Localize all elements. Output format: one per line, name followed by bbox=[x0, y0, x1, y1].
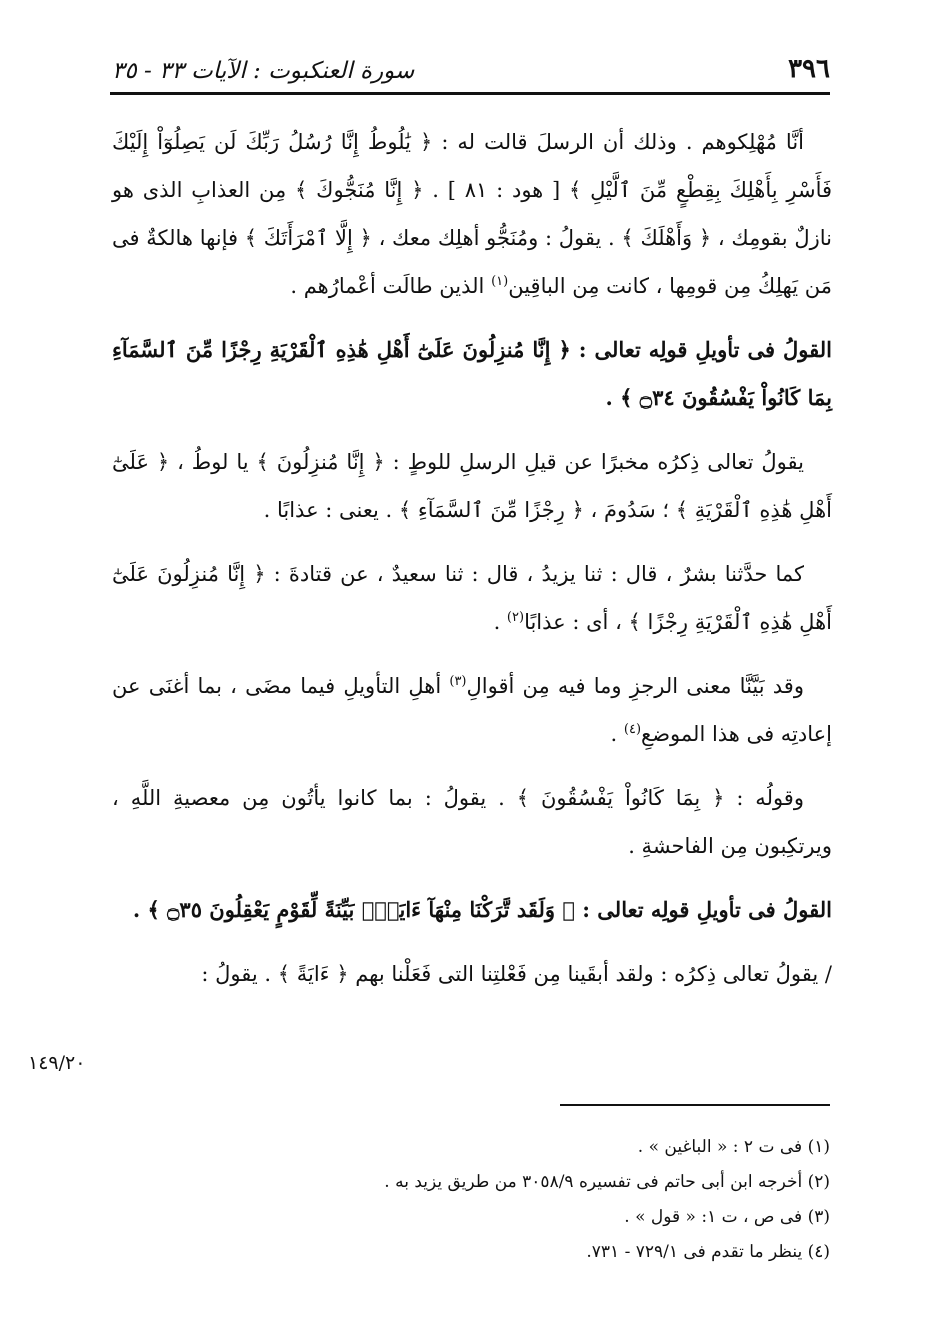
running-title: سورة العنكبوت : الآيات ٣٣ - ٣٥ bbox=[112, 58, 415, 84]
paragraph-2 bbox=[112, 326, 832, 422]
footnote-3: (٣) فى ص ، ت ١: « قول » . bbox=[624, 1207, 830, 1227]
paragraph-text: / يقولُ تعالى ذِكرُه : ولقد أبقَينا مِن فَعْلتِنا التى فَعَلْنا بهم ﴿ ءَايَةً ﴾ . يقولُ : bbox=[201, 962, 832, 986]
paragraph-text: كما حدَّثنا بشرٌ ، قال : ثنا يزيدُ ، قال : ثنا سعيدٌ ، عن قتادةَ : ﴿ إِنَّا مُنزِلُونَ عَلَىٰٓ أَهْلِ هَٰذِهِ ٱلْقَرْيَةِ رِجْزًا ﴾ ، أى : عذابًا bbox=[112, 562, 832, 634]
paragraph-7 bbox=[112, 886, 832, 934]
paragraph-8 bbox=[112, 950, 832, 998]
paragraph-1 bbox=[112, 118, 832, 310]
margin-reference: ١٤٩/٢٠ bbox=[28, 1052, 86, 1074]
paragraph-text: وقد بَيَّنَّا معنى الرجزِ وما فيه مِن أقوالِ bbox=[466, 674, 804, 698]
header-rule bbox=[110, 92, 830, 95]
paragraph-text: . bbox=[493, 610, 507, 634]
section-heading: القولُ فى تأويلِ قولِه تعالى : bbox=[574, 897, 832, 922]
quran-verse: ﴿ وَلَقَد تَّرَكْنَا مِنْهَآ ءَايَةًۢ بَيِّنَةً لِّقَوْمٍ يَعْقِلُونَ ۝٣٥ ﴾ . bbox=[132, 897, 575, 922]
paragraph-text: أنَّا مُهْلِكوهم . وذلك أن الرسلَ قالت له : ﴿ يَٰلُوطُ إِنَّا رُسُلُ رَبِّكَ لَن يَصِلُوٓاْ إِلَيْكَ فَأَسْرِ بِأَهْلِكَ بِقِطْعٍ مِّنَ ٱلَّيْلِ ﴾ [ هود : ٨١ ] . ﴿ إِنَّا مُنَجُّوكَ ﴾ مِن العذابِ الذى هو نازلٌ بقومِك ، ﴿ وَأَهْلَكَ ﴾ . يقولُ : ومُنَجُّو أهلِك معك ، ﴿ إِلَّا ٱمْرَأَتَكَ ﴾ فإنها هالكةٌ فى مَن يَهلِكُ مِن قومِها ، كانت مِن الباقِين bbox=[112, 130, 833, 298]
section-heading: القولُ فى تأويلِ قولِه تعالى : bbox=[570, 337, 832, 362]
paragraph-text: الذين طالَت أعْمارُهم . bbox=[290, 274, 492, 298]
footnote-marker: (٤) bbox=[623, 722, 642, 737]
paragraph-text: أهلِ التأويلِ فيما مضَى ، بما أغنَى عن إعادتِه فى هذا الموضعِ bbox=[112, 674, 832, 746]
footnotes bbox=[112, 1130, 830, 1270]
paragraph-text: . bbox=[610, 722, 624, 746]
quran-verse: ﴿ إِنَّا مُنزِلُونَ عَلَىٰٓ أَهْلِ هَٰذِهِ ٱلْقَرْيَةِ رِجْزًا مِّنَ ٱلسَّمَآءِ بِمَا كَانُواْ يَفْسُقُونَ ۝٣٤ ﴾ . bbox=[112, 337, 832, 410]
page-number: ٣٩٦ bbox=[788, 54, 830, 84]
footnote-2: (٢) أخرجه ابن أبى حاتم فى تفسيره ٣٠٥٨/٩ من طريق يزيد به . bbox=[384, 1172, 830, 1192]
paragraph-text: وقولُه : ﴿ بِمَا كَانُواْ يَفْسُقُونَ ﴾ . يقولُ : بما كانوا يأتُون مِن معصيةِ اللَّهِ ، ويرتكِبون مِن الفاحشةِ . bbox=[112, 786, 832, 858]
footnote-1: (١) فى ت ٢ : « الباغين » . bbox=[637, 1137, 830, 1157]
footnote-4: (٤) ينظر ما تقدم فى ٧٢٩/١ - ٧٣١. bbox=[586, 1242, 830, 1262]
main-text bbox=[112, 118, 832, 1014]
paragraph-5 bbox=[112, 662, 832, 758]
footnote-rule bbox=[560, 1104, 830, 1106]
paragraph-4 bbox=[112, 550, 832, 646]
page-header bbox=[112, 36, 830, 84]
paragraph-3 bbox=[112, 438, 832, 534]
paragraph-text: يقولُ تعالى ذِكرُه مخبرًا عن قيلِ الرسلِ للوطٍ : ﴿ إِنَّا مُنزِلُونَ ﴾ يا لوطُ ، ﴿ عَلَىٰٓ أَهْلِ هَٰذِهِ ٱلْقَرْيَةِ ﴾ ؛ سَدُومَ ، ﴿ رِجْزًا مِّنَ ٱلسَّمَآءِ ﴾ . يعنى : عذابًا . bbox=[112, 450, 832, 522]
paragraph-6 bbox=[112, 774, 832, 870]
footnote-marker: (٢) bbox=[506, 610, 525, 625]
footnote-marker: (٣) bbox=[449, 674, 467, 689]
footnote-marker: (١) bbox=[491, 274, 509, 289]
